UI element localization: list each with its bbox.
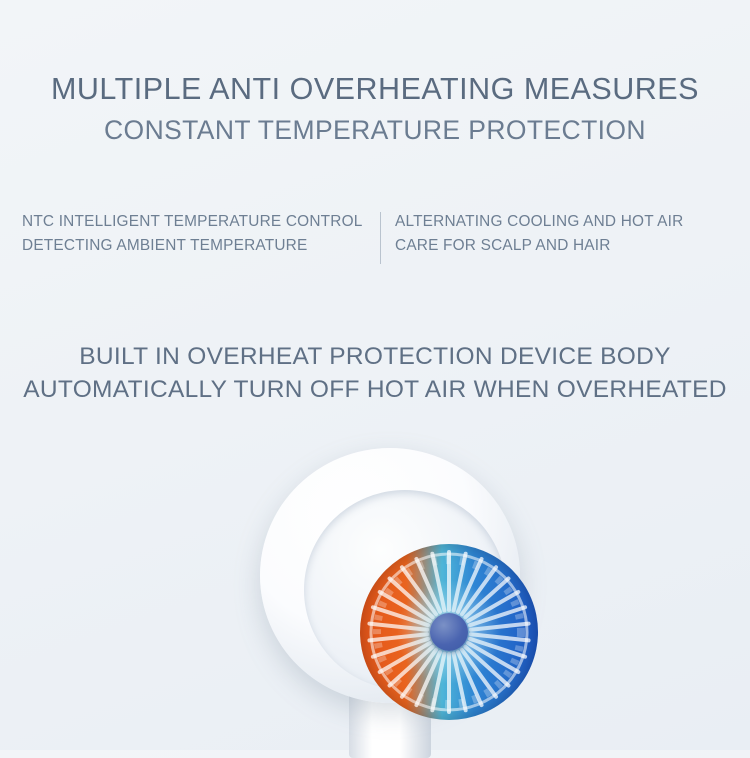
page-subtitle: CONSTANT TEMPERATURE PROTECTION	[104, 115, 646, 146]
product-illustration	[245, 448, 535, 750]
overheat-statement	[0, 340, 750, 406]
dryer-inner-ring	[304, 490, 506, 690]
statement-line-1: BUILT IN OVERHEAT PROTECTION DEVICE BODY	[79, 343, 671, 370]
page-title: MULTIPLE ANTI OVERHEATING MEASURES	[50, 72, 699, 106]
dryer-body-outer-shell	[260, 448, 520, 703]
dryer-center-hub	[430, 613, 468, 651]
headline-block	[0, 72, 750, 146]
feature-left-line-2: DETECTING AMBIENT TEMPERATURE	[22, 236, 308, 254]
dryer-air-grille	[360, 544, 538, 720]
feature-right-line-1: ALTERNATING COOLING AND HOT AIR	[395, 213, 684, 230]
feature-columns	[22, 210, 728, 266]
feature-column-left	[22, 210, 380, 258]
feature-column-right	[381, 210, 683, 258]
feature-right-line-2: CARE FOR SCALP AND HAIR	[395, 236, 611, 254]
feature-left-line-1: NTC INTELLIGENT TEMPERATURE CONTROL	[22, 213, 363, 230]
statement-line-2: AUTOMATICALLY TURN OFF HOT AIR WHEN OVERHEATED	[23, 376, 727, 404]
